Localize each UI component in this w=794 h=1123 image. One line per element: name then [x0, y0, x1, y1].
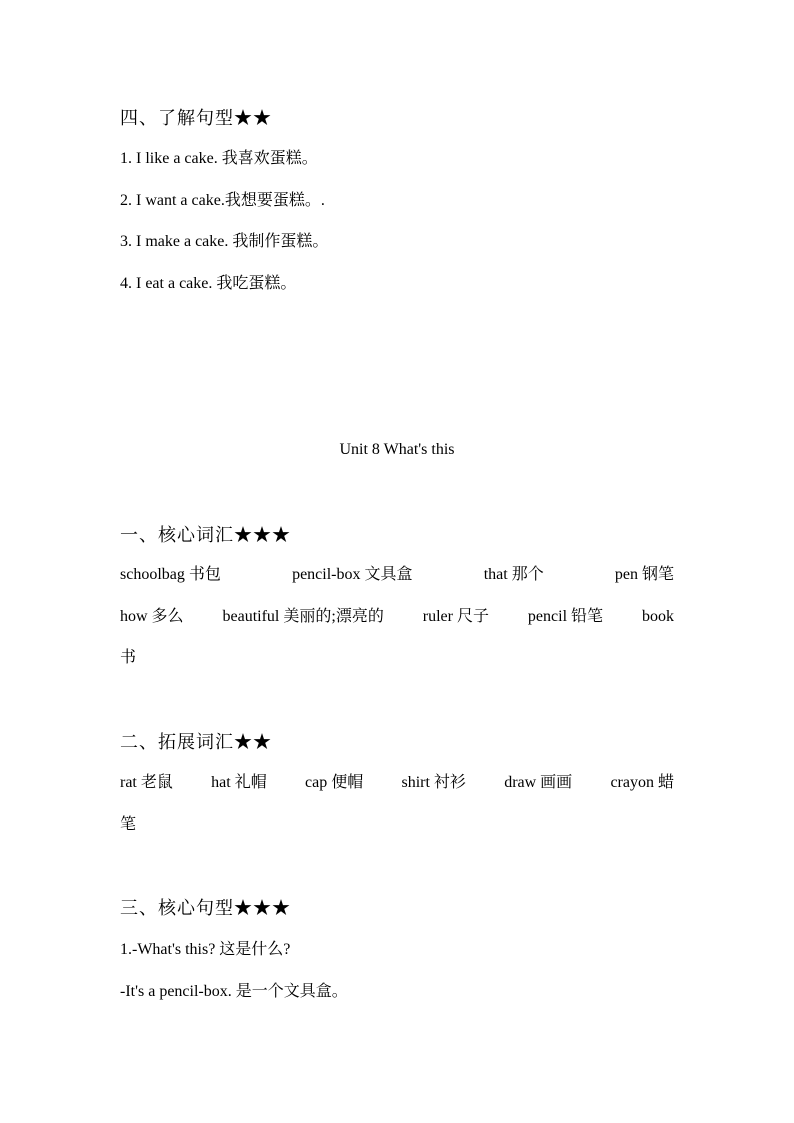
sentence-line-2: 2. I want a cake.我想要蛋糕。.	[120, 192, 325, 209]
vocab-item: how 多么	[120, 608, 184, 625]
section-heading-core-vocab: 一、核心词汇★★★	[120, 525, 291, 545]
vocab-item: schoolbag 书包	[120, 566, 221, 583]
core-vocab-row-2	[120, 605, 674, 629]
ext-vocab-row-1	[120, 771, 674, 795]
vocab-item: hat 礼帽	[211, 774, 267, 791]
sentence-line-1: 1. I like a cake. 我喜欢蛋糕。	[120, 150, 318, 167]
vocab-item: beautiful 美丽的;漂亮的	[222, 608, 384, 625]
vocab-item: crayon 蜡	[610, 774, 674, 791]
vocab-item: that 那个	[483, 566, 544, 583]
vocab-item: ruler 尺子	[422, 608, 489, 625]
section-heading-core-sentences: 三、核心句型★★★	[120, 898, 291, 918]
vocab-item: pencil 铅笔	[527, 608, 604, 625]
ext-vocab-row-2: 笔	[120, 816, 137, 833]
core-sentence-line-1: 1.-What's this? 这是什么?	[120, 941, 291, 958]
vocab-item: cap 便帽	[304, 774, 364, 791]
vocab-item: pencil-box 文具盒	[292, 566, 413, 583]
vocab-item: rat 老鼠	[120, 774, 173, 791]
vocab-item: shirt 衬衫	[401, 774, 466, 791]
sentence-line-3: 3. I make a cake. 我制作蛋糕。	[120, 233, 329, 250]
core-vocab-row-3: 书	[120, 649, 137, 666]
vocab-item: book	[641, 608, 674, 625]
core-vocab-row-1	[120, 563, 674, 587]
sentence-line-4: 4. I eat a cake. 我吃蛋糕。	[120, 275, 297, 292]
unit-title: Unit 8 What's this	[339, 441, 455, 458]
vocab-item: draw 画画	[504, 774, 573, 791]
core-sentence-line-2: -It's a pencil-box. 是一个文具盒。	[120, 983, 348, 1000]
section-heading-sentence-patterns: 四、了解句型★★	[120, 108, 272, 128]
vocab-item: pen 钢笔	[614, 566, 674, 583]
section-heading-extended-vocab: 二、拓展词汇★★	[120, 732, 272, 752]
